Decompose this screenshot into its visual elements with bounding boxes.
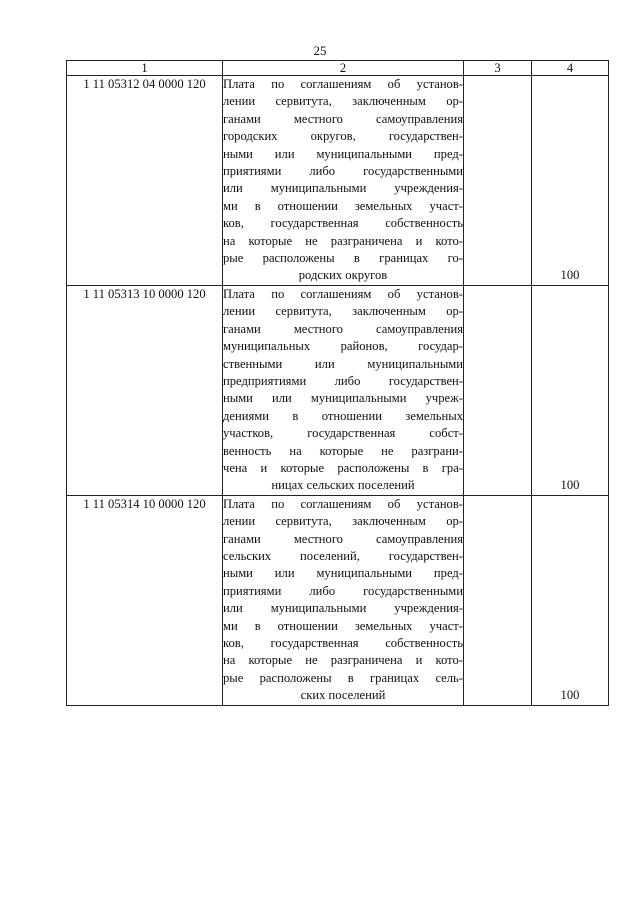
description-line: ганами местного самоуправления xyxy=(223,531,463,546)
description-line: ков, государственная собственность xyxy=(223,636,463,650)
description-line: или муниципальными учреждения- xyxy=(223,181,463,196)
description-cell xyxy=(223,285,464,495)
column-header-4: 4 xyxy=(532,61,609,76)
description-line: участков, государственная собст- xyxy=(223,426,463,441)
column-header-2: 2 xyxy=(223,61,464,76)
column-3-cell xyxy=(464,285,532,495)
page-number: 25 xyxy=(313,43,327,58)
budget-code-cell: 1 11 05312 04 0000 120 xyxy=(67,76,223,286)
description-line: Плата по соглашениям об установ- xyxy=(223,77,463,91)
value-cell: 100 xyxy=(532,285,609,495)
description-line: муниципальных районов, государ- xyxy=(223,339,463,354)
table-header-row xyxy=(67,61,609,76)
column-header-1: 1 xyxy=(67,61,223,76)
description-line: сельских поселений, государствен- xyxy=(223,548,463,563)
description-line: предприятиями либо государствен- xyxy=(223,373,463,388)
description-line: ганами местного самоуправления xyxy=(223,111,463,126)
description-line: на которые не разграничена и кото- xyxy=(223,653,463,668)
description-line: приятиями либо государственными xyxy=(223,164,463,179)
description-line: рые расположены в границах сель- xyxy=(223,670,463,685)
description-line: родских округов xyxy=(298,268,388,283)
description-line: ков, государственная собственность xyxy=(223,216,463,231)
description-line: или муниципальными учреждения- xyxy=(223,601,463,616)
description-cell xyxy=(223,495,464,705)
value-cell: 100 xyxy=(532,495,609,705)
budget-code-cell: 1 11 05313 10 0000 120 xyxy=(67,285,223,495)
description-line: городских округов, государствен- xyxy=(223,129,463,144)
description-line: дениями в отношении земельных xyxy=(223,408,463,423)
description-line: ными или муниципальными пред- xyxy=(223,146,463,161)
description-line: Плата по соглашениям об установ- xyxy=(223,496,463,511)
description-line: ницах сельских поселений xyxy=(271,478,415,493)
description-line: лении сервитута, заключенным ор- xyxy=(223,304,463,319)
description-line: на которые не разграничена и кото- xyxy=(223,233,463,248)
table-row xyxy=(67,285,609,495)
table-row xyxy=(67,495,609,705)
description-line: ми в отношении земельных участ- xyxy=(223,618,463,633)
budget-code-cell: 1 11 05314 10 0000 120 xyxy=(67,495,223,705)
description-line: лении сервитута, заключенным ор- xyxy=(223,514,463,529)
table-body xyxy=(67,76,609,706)
description-line: лении сервитута, заключенным ор- xyxy=(223,94,463,109)
description-line: приятиями либо государственными xyxy=(223,583,463,598)
description-line: чена и которые расположены в гра- xyxy=(223,460,463,475)
table-row xyxy=(67,76,609,286)
description-line: венность на которые не разграни- xyxy=(223,443,463,458)
description-line: ственными или муниципальными xyxy=(223,356,463,371)
revenue-codes-table xyxy=(66,60,609,706)
description-line: рые расположены в границах го- xyxy=(223,251,463,266)
description-line: ганами местного самоуправления xyxy=(223,321,463,336)
column-3-cell xyxy=(464,76,532,286)
description-line: ными или муниципальными пред- xyxy=(223,566,463,581)
description-line: Плата по соглашениям об установ- xyxy=(223,286,463,301)
value-cell: 100 xyxy=(532,76,609,286)
column-3-cell xyxy=(464,495,532,705)
description-line: ских поселений xyxy=(300,688,386,703)
description-line: ми в отношении земельных участ- xyxy=(223,198,463,213)
column-header-3: 3 xyxy=(464,61,532,76)
description-cell xyxy=(223,76,464,286)
description-line: ными или муниципальными учреж- xyxy=(223,391,463,406)
